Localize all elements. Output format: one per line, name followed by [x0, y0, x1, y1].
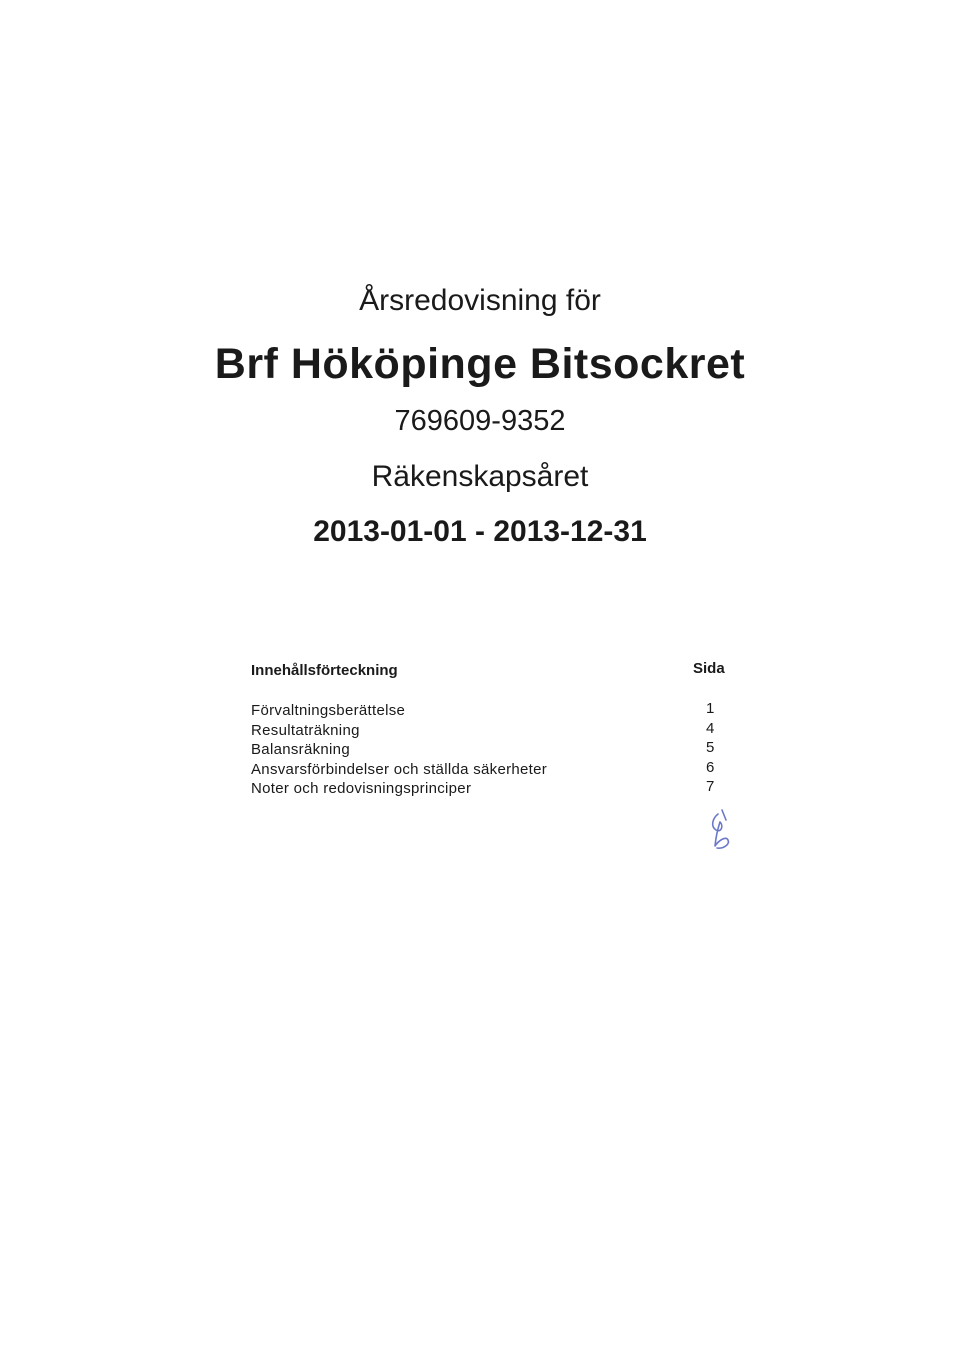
- toc-item-page: 5: [706, 739, 715, 756]
- fiscal-period: 2013-01-01 - 2013-12-31: [313, 515, 647, 548]
- table-of-contents: [251, 662, 751, 800]
- toc-item-label: Balansräkning: [251, 741, 350, 758]
- organization-name: Brf Hököpinge Bitsockret: [214, 340, 746, 388]
- toc-item-label: Ansvarsförbindelser och ställda säkerheter: [251, 760, 548, 778]
- toc-item-page: 1: [706, 700, 715, 717]
- toc-title: Innehållsförteckning: [251, 662, 398, 679]
- toc-item-balansrakning: [251, 741, 751, 761]
- toc-item-noter: [251, 780, 751, 800]
- toc-item-page: 6: [706, 758, 715, 776]
- toc-list: [251, 702, 751, 800]
- toc-item-page: 7: [706, 778, 715, 795]
- handwritten-initials: [704, 806, 736, 854]
- toc-header: [251, 662, 751, 702]
- toc-item-label: Resultaträkning: [251, 721, 360, 739]
- toc-item-page: 4: [706, 719, 715, 737]
- toc-item-ansvarsforbindelser: [251, 758, 751, 781]
- organization-number: 769609-9352: [394, 405, 566, 437]
- fiscal-year-label: Räkenskapsåret: [371, 460, 589, 493]
- toc-item-resultatrakning: [251, 719, 751, 742]
- toc-item-label: Förvaltningsberättelse: [251, 702, 406, 719]
- document-heading: Årsredovisning för: [359, 284, 601, 317]
- toc-item-forvaltningsberattelse: [251, 702, 751, 722]
- toc-page-column-label: Sida: [693, 660, 725, 677]
- toc-item-label: Noter och redovisningsprinciper: [251, 780, 472, 797]
